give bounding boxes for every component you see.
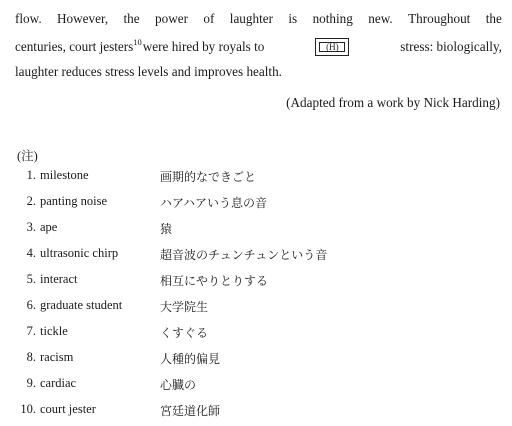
- gloss-item: [0, 194, 512, 214]
- gloss-translation: 宮廷道化師: [160, 404, 221, 418]
- gloss-translation: 超音波のチュンチュンという音: [160, 248, 328, 262]
- gloss-term: cardiac: [40, 376, 77, 390]
- gloss-term: panting noise: [40, 194, 108, 208]
- gloss-number: 7.: [26, 324, 36, 338]
- gloss-translation: 人種的偏見: [160, 352, 221, 366]
- word: nothing: [312, 11, 353, 26]
- word: However,: [57, 11, 109, 26]
- gloss-translation: 心臓の: [160, 378, 197, 392]
- passage-text: centuries, court jesters$^{10}$were hired by royals to: [15, 36, 265, 54]
- source-attribution: (Adapted from a work by Nick Harding): [286, 95, 500, 110]
- gloss-term: court jester: [40, 402, 96, 416]
- passage-line-3: laughter reduces stress levels and improves health.: [15, 64, 282, 79]
- gloss-translation: 大学院生: [160, 300, 209, 314]
- gloss-term: ape: [40, 220, 58, 234]
- passage-line-1: [15, 11, 502, 27]
- gloss-item: [0, 246, 512, 266]
- gloss-translation: 猿: [160, 222, 173, 236]
- word: of: [203, 11, 215, 26]
- gloss-translation: 画期的なできごと: [160, 170, 257, 184]
- passage-line-2: [15, 38, 502, 56]
- word: is: [288, 11, 298, 26]
- word: new.: [368, 11, 393, 26]
- gloss-number: 2.: [26, 194, 36, 208]
- word: Throughout: [408, 11, 471, 26]
- gloss-number: 1.: [26, 168, 36, 182]
- gloss-term: tickle: [40, 324, 68, 338]
- word: the: [123, 11, 140, 26]
- gloss-item: [0, 324, 512, 344]
- gloss-term: milestone: [40, 168, 89, 182]
- gloss-term: interact: [40, 272, 78, 286]
- gloss-item: [0, 376, 512, 396]
- gloss-item: [0, 168, 512, 188]
- word: the: [485, 11, 502, 26]
- gloss-item: [0, 298, 512, 318]
- word: laughter: [229, 11, 273, 26]
- notes-heading: (注): [17, 149, 38, 163]
- gloss-number: 5.: [26, 272, 36, 286]
- gloss-translation: くすぐる: [160, 326, 209, 340]
- word: flow.: [15, 11, 42, 26]
- gloss-item: [0, 402, 512, 422]
- gloss-translation: ハアハアいう息の音: [160, 196, 268, 210]
- gloss-number: 9.: [26, 376, 36, 390]
- gloss-number: 4.: [26, 246, 36, 260]
- gloss-term: graduate student: [40, 298, 123, 312]
- blank-label: (H): [319, 42, 345, 52]
- gloss-term: racism: [40, 350, 74, 364]
- passage-text: stress: biologically,: [400, 39, 502, 54]
- footnote-superscript: 10: [133, 36, 142, 47]
- word: power: [155, 11, 188, 26]
- answer-blank-box: [315, 38, 349, 56]
- gloss-translation: 相互にやりとりする: [160, 274, 269, 288]
- gloss-number: 8.: [26, 350, 36, 364]
- gloss-item: [0, 350, 512, 370]
- gloss-number: 10.: [20, 402, 36, 416]
- gloss-number: 3.: [26, 220, 36, 234]
- gloss-item: [0, 272, 512, 292]
- gloss-term: ultrasonic chirp: [40, 246, 119, 260]
- gloss-item: [0, 220, 512, 240]
- gloss-number: 6.: [26, 298, 36, 312]
